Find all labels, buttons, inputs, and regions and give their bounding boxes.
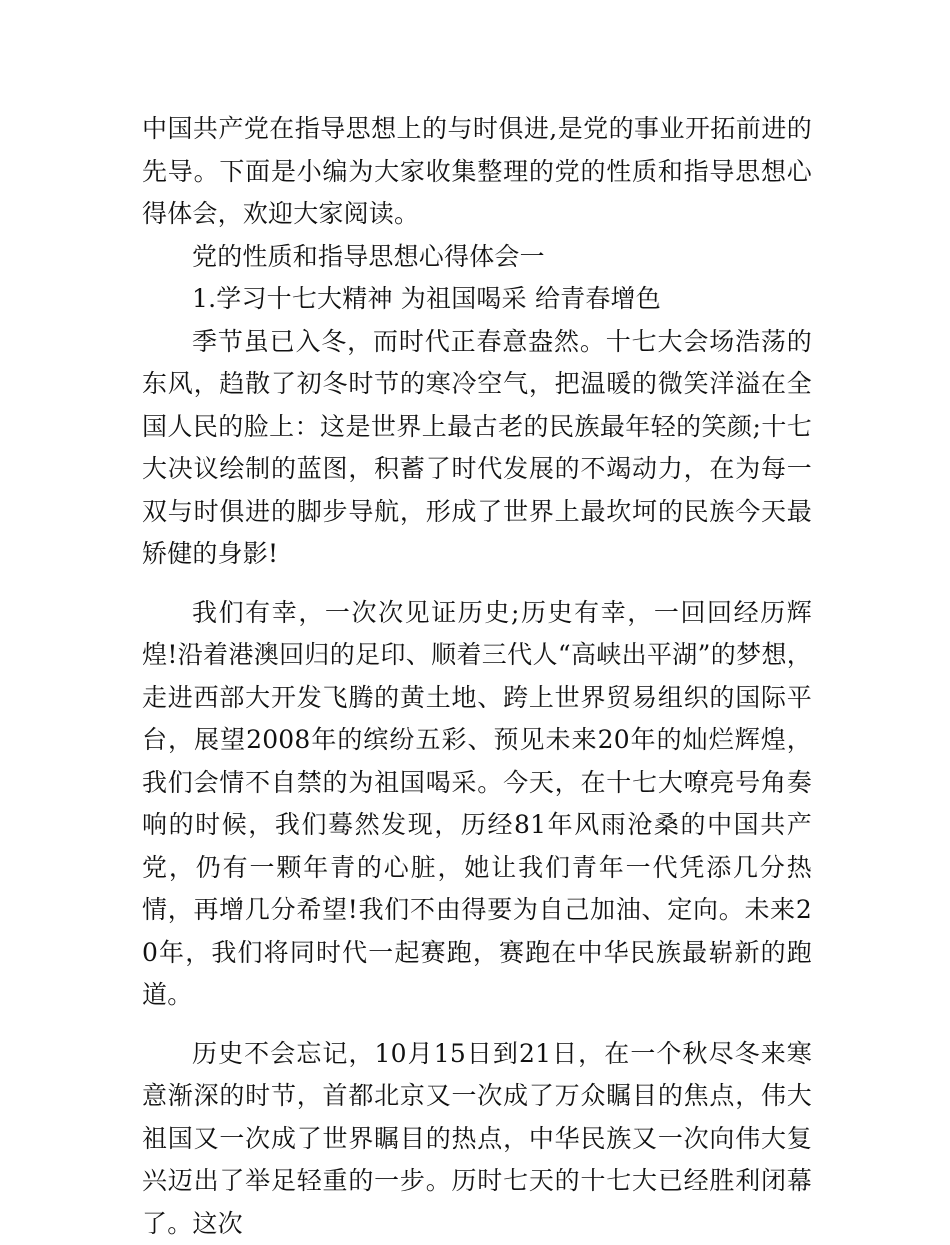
intro-paragraph: 中国共产党在指导思想上的与时俱进,是党的事业开拓前进的先导。下面是小编为大家收集整理的党的性质和指导思想心得体会，欢迎大家阅读。 [142, 108, 812, 236]
subsection-heading: 1.学习十七大精神 为祖国喝采 给青春增色 [142, 278, 812, 321]
body-paragraph-2: 我们有幸，一次次见证历史;历史有幸，一回回经历辉煌!沿着港澳回归的足印、顺着三代人“高峡出平湖”的梦想，走进西部大开发飞腾的黄土地、跨上世界贸易组织的国际平台，展望2008年的缤纷五彩、预见未来20年的灿烂辉煌，我们会情不自禁的为祖国喝采。今天，在十七大嘹亮号角奏响的时候，我们蓦然发现，历经81年风雨沧桑的中国共产党，仍有一颗年青的心脏，她让我们青年一代凭添几分热情，再增几分希望!我们不由得要为自己加油、定向。未来20年，我们将同时代一起赛跑，赛跑在中华民族最崭新的跑道。 [142, 592, 812, 1017]
document-body [142, 108, 812, 1245]
body-paragraph-1: 季节虽已入冬，而时代正春意盎然。十七大会场浩荡的东风，趋散了初冬时节的寒冷空气，把温暖的微笑洋溢在全国人民的脸上：这是世界上最古老的民族最年轻的笑颜;十七大决议绘制的蓝图，积蓄了时代发展的不竭动力，在为每一双与时俱进的脚步导航，形成了世界上最坎坷的民族今天最矫健的身影! [142, 321, 812, 576]
body-paragraph-3: 历史不会忘记，10月15日到21日，在一个秋尽冬来寒意渐深的时节，首都北京又一次成了万众瞩目的焦点，伟大祖国又一次成了世界瞩目的热点，中华民族又一次向伟大复兴迈出了举足轻重的一步。历时七天的十七大已经胜利闭幕了。这次 [142, 1033, 812, 1245]
section-heading: 党的性质和指导思想心得体会一 [142, 236, 812, 279]
